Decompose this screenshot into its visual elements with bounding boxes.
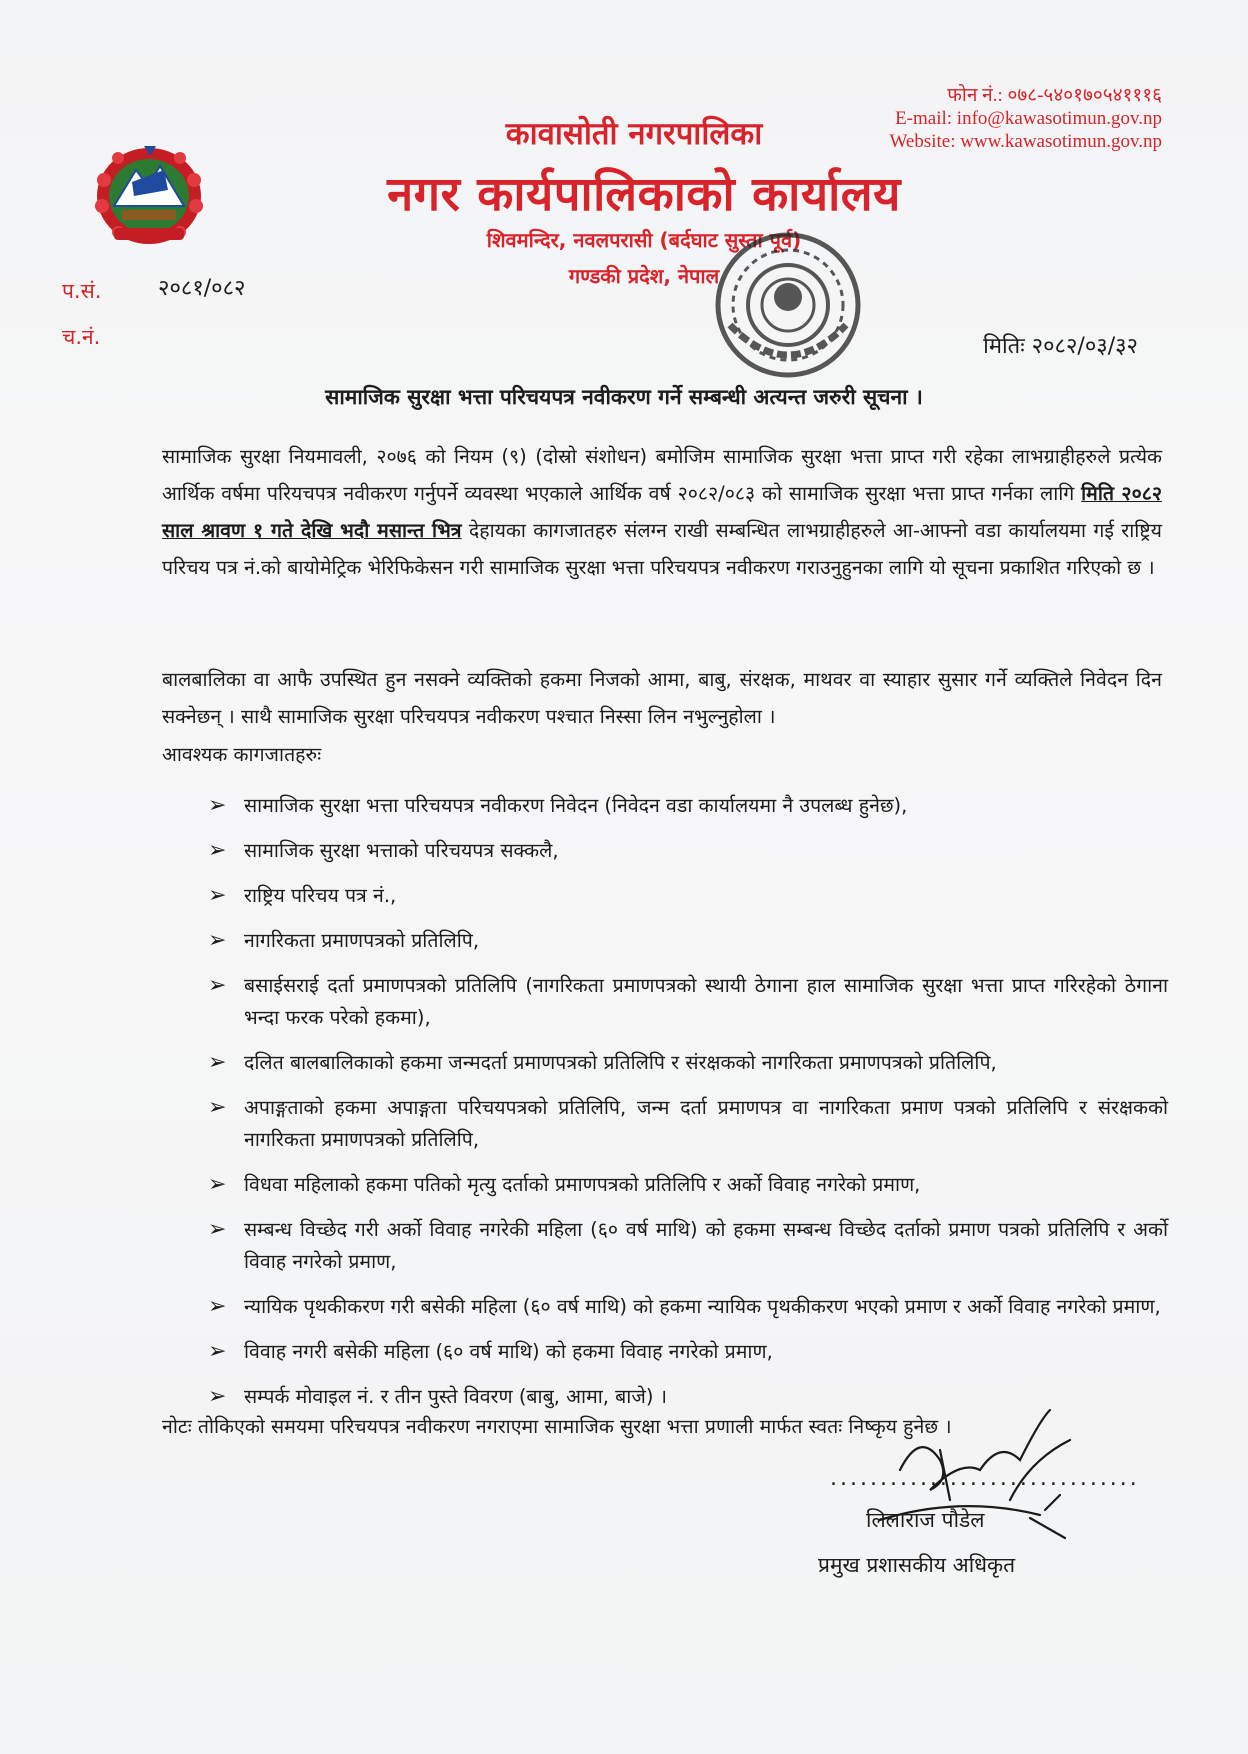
- ps-label: प.सं.: [62, 279, 102, 303]
- deadline-highlight: मिति २०८२ साल श्रावण १ गते देखि भदौ मसान्त भित्र: [162, 482, 1162, 542]
- arrow-bullet-icon: ➢: [208, 793, 227, 818]
- list-item: ➢ विवाह नगरी बसेकी महिला (६० वर्ष माथि) को हकमा विवाह नगरेको प्रमाण,: [208, 1336, 1168, 1368]
- arrow-bullet-icon: ➢: [208, 838, 227, 863]
- arrow-bullet-icon: ➢: [208, 1217, 227, 1242]
- paragraph-1-text: सामाजिक सुरक्षा नियमावली, २०७६ को नियम (९) (दोस्रो संशोधन) बमोजिम सामाजिक सुरक्षा भत्ता प्राप्त गरी रहेका लाभग्राहीहरुले प्रत्येक आर्थिक वर्षमा परियचपत्र नवीकरण गर्नुपर्ने व्यवस्था भएकाले आर्थिक वर्ष २०८२/०८३ को सामाजिक सुरक्षा भत्ता प्राप्त गर्नका लागि: [162, 445, 1162, 505]
- cn-label: च.नं.: [62, 325, 101, 349]
- paragraph-1: [162, 438, 1162, 586]
- arrow-bullet-icon: ➢: [208, 973, 227, 998]
- address-line1: शिवमन्दिर, नवलपरासी (बर्दघाट सुस्ता पूर्व): [486, 228, 802, 252]
- signatory-name: लिलाराज पौडेल: [866, 1508, 985, 1532]
- paragraph-1-rest: देहायका कागजातहरु संलग्न राखी सम्बन्धित लाभग्राहीहरुले आ-आफ्नो वडा कार्यालयमा गई राष्ट्रिय परिचय पत्र नं.को बायोमेट्रिक भेरिफिकेसन गरी सामाजिक सुरक्षा भत्ता परिचयपत्र नवीकरण गराउनुहुनका लागि यो सूचना प्रकाशित गरिएको छ ।: [162, 519, 1162, 579]
- arrow-bullet-icon: ➢: [208, 1339, 227, 1364]
- arrow-bullet-icon: ➢: [208, 1384, 227, 1409]
- documents-heading: आवश्यक कागजातहरुः: [162, 743, 322, 766]
- notice-subject: सामाजिक सुरक्षा भत्ता परिचयपत्र नवीकरण गर्ने सम्बन्धी अत्यन्त जरुरी सूचना ।: [325, 385, 923, 409]
- arrow-bullet-icon: ➢: [208, 1050, 227, 1075]
- list-item: ➢ सम्बन्ध विच्छेद गरी अर्को विवाह नगरेकी महिला (६० वर्ष माथि) को हकमा सम्बन्ध विच्छेद दर्ताको प्रमाण पत्रको प्रतिलिपि र अर्को विवाह नगरेको प्रमाण,: [208, 1214, 1168, 1278]
- arrow-bullet-icon: ➢: [208, 1172, 227, 1197]
- list-item: ➢ न्यायिक पृथकीकरण गरी बसेकी महिला (६० वर्ष माथि) को हकमा न्यायिक पृथकीकरण भएको प्रमाण र अर्को विवाह नगरेको प्रमाण,: [208, 1291, 1168, 1323]
- office-stamp-icon: [700, 225, 875, 385]
- notice-date: मितिः २०८२/०३/३२: [983, 334, 1138, 359]
- email-address: E-mail: info@kawasotimun.gov.np: [895, 108, 1162, 129]
- address-line2: गण्डकी प्रदेश, नेपाल: [568, 264, 720, 288]
- paragraph-2: [162, 661, 1162, 735]
- arrow-bullet-icon: ➢: [208, 1095, 227, 1120]
- signatory-title: प्रमुख प्रशासकीय अधिकृत: [818, 1553, 1016, 1577]
- signature-line: ...............................: [830, 1466, 1140, 1491]
- list-item: ➢ सम्पर्क मोवाइल नं. र तीन पुस्ते विवरण (बाबु, आमा, बाजे) ।: [208, 1381, 1168, 1413]
- arrow-bullet-icon: ➢: [208, 883, 227, 908]
- ps-value: २०८१/०८२: [158, 276, 246, 301]
- office-name: नगर कार्यपालिकाको कार्यालय: [387, 167, 901, 222]
- list-item: ➢ विधवा महिलाको हकमा पतिको मृत्यु दर्ताको प्रमाणपत्रको प्रतिलिपि र अर्को विवाह नगरेको प्रमाण,: [208, 1169, 1168, 1201]
- paragraph-2-text: बालबालिका वा आफै उपस्थित हुन नसक्ने व्यक्तिको हकमा निजको आमा, बाबु, संरक्षक, माथवर वा स्याहार सुसार गर्ने व्यक्तिले निवेदन दिन सक्नेछन् । साथै सामाजिक सुरक्षा परिचयपत्र नवीकरण पश्चात निस्सा लिन नभुल्नुहोला ।: [162, 668, 1162, 728]
- municipality-name: कावासोती नगरपालिका: [505, 116, 763, 152]
- list-item: ➢ अपाङ्गताको हकमा अपाङ्गता परिचयपत्रको प्रतिलिपि, जन्म दर्ता प्रमाणपत्र वा नागरिकता प्रमाण पत्रको प्रतिलिपि र संरक्षकको नागरिकता प्रमाणपत्रको प्रतिलिपि,: [208, 1092, 1168, 1156]
- list-item: ➢ दलित बालबालिकाको हकमा जन्मदर्ता प्रमाणपत्रको प्रतिलिपि र संरक्षकको नागरिकता प्रमाणपत्रको प्रतिलिपि,: [208, 1047, 1168, 1079]
- arrow-bullet-icon: ➢: [208, 1294, 227, 1319]
- phone-number: फोन नं.: ०७८-५४०१७०५४१११६: [947, 85, 1162, 106]
- notice-note: नोटः तोकिएको समयमा परिचयपत्र नवीकरण नगराएमा सामाजिक सुरक्षा भत्ता प्रणाली मार्फत स्वतः निष्कृय हुनेछ ।: [162, 1415, 952, 1438]
- arrow-bullet-icon: ➢: [208, 928, 227, 953]
- list-item: ➢ सामाजिक सुरक्षा भत्ता परिचयपत्र नवीकरण निवेदन (निवेदन वडा कार्यालयमा नै उपलब्ध हुनेछ),: [208, 790, 1168, 822]
- documents-list: [208, 790, 1168, 1426]
- list-item: ➢ नागरिकता प्रमाणपत्रको प्रतिलिपि,: [208, 925, 1168, 957]
- list-item: ➢ राष्ट्रिय परिचय पत्र नं.,: [208, 880, 1168, 912]
- list-item: ➢ सामाजिक सुरक्षा भत्ताको परिचयपत्र सक्कलै,: [208, 835, 1168, 867]
- website-address: Website: www.kawasotimun.gov.np: [889, 131, 1162, 152]
- list-item: ➢ बसाईसराई दर्ता प्रमाणपत्रको प्रतिलिपि (नागरिकता प्रमाणपत्रको स्थायी ठेगाना हाल सामाजिक सुरक्षा भत्ता प्राप्त गरिरहेको ठेगाना भन्दा फरक परेको हकमा),: [208, 970, 1168, 1034]
